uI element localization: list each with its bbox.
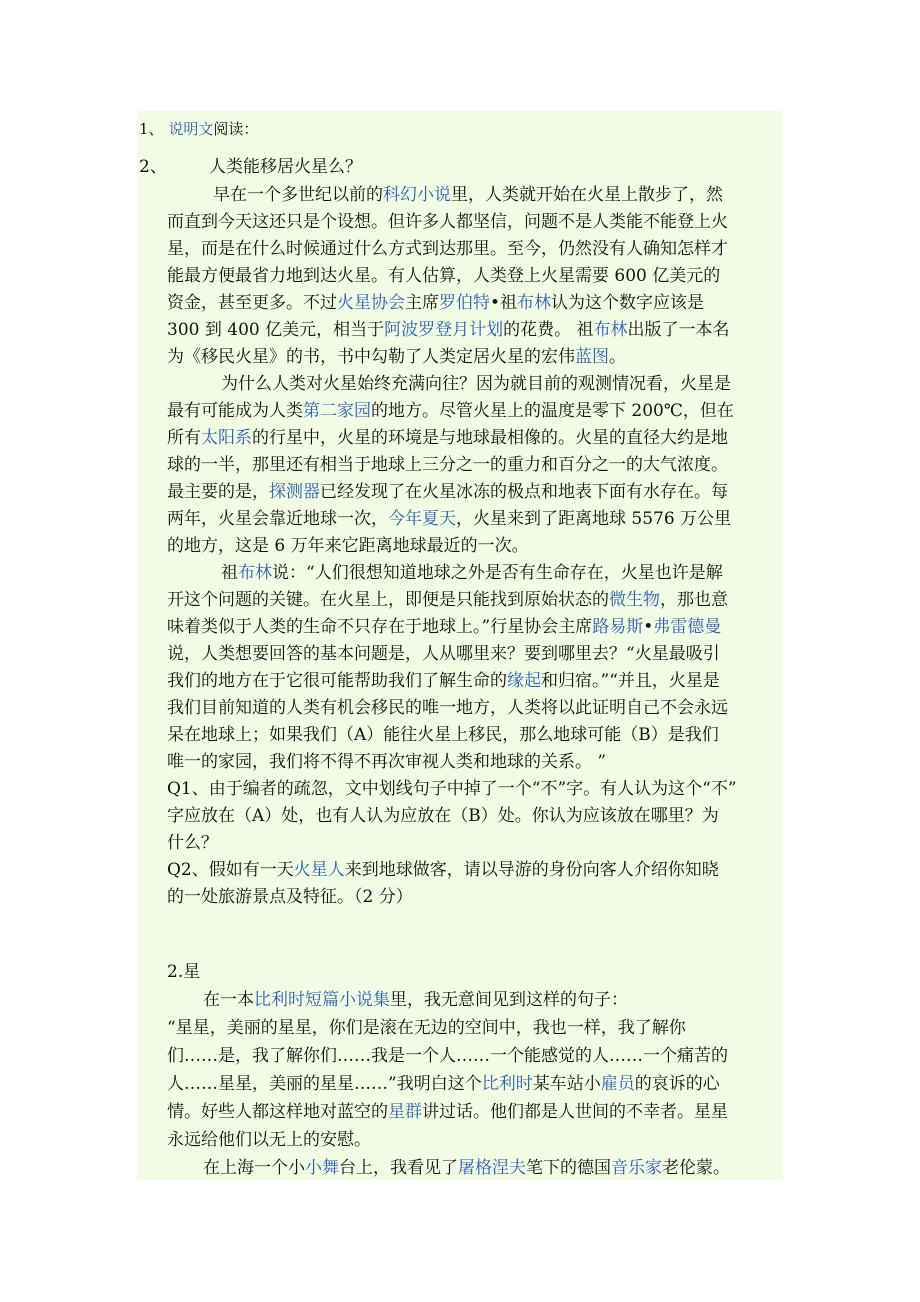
- inline-link[interactable]: 科幻小说: [383, 185, 451, 205]
- text-line: [167, 320, 730, 340]
- inline-link[interactable]: 雇员: [600, 1074, 635, 1094]
- text-segment: 为什么人类对火星始终充满向往？因为就目前的观测情况看，火星是: [221, 374, 731, 394]
- text-segment: 为《移民火星》的书，书中勾勒了人类定居火星的宏伟: [167, 347, 575, 367]
- text-line: [167, 617, 721, 637]
- text-line: [167, 239, 728, 259]
- text-segment: 唯一的家园，我们将不得不再次审视人类和地球的关系。 ”: [167, 752, 607, 772]
- text-segment: 而直到今天这还只是个设想。但许多人都坚信，问题不是人类能不能登上火: [167, 212, 728, 232]
- text-segment: 300 到 400 亿美元，相当于: [167, 320, 385, 340]
- text-segment: 祖: [221, 563, 238, 583]
- text-segment: 里，人类就开始在火星上散步了，然: [451, 185, 723, 205]
- text-segment: 某车站小: [532, 1074, 601, 1094]
- text-segment: 里，我无意间见到这样的句子：: [390, 990, 628, 1010]
- text-line: [167, 482, 728, 502]
- text-segment: 的哀诉的心: [634, 1074, 720, 1094]
- text-segment: 的一处旅游景点及特征。（2 分）: [167, 887, 413, 907]
- article1-number: [139, 157, 167, 177]
- inline-link[interactable]: 弗雷德曼: [653, 617, 722, 637]
- text-segment: 说：“人们很想知道地球之外是否有生命存在，火星也许是解: [272, 563, 723, 583]
- text-segment: “星星，美丽的星星，你们是滚在无边的空间中，我也一样，我了解你: [167, 1018, 686, 1038]
- text-line: [167, 644, 720, 664]
- heading-number: 1、: [139, 120, 164, 138]
- inline-link[interactable]: 罗伯特: [439, 293, 490, 313]
- text-line: [167, 887, 413, 907]
- article2-title: [167, 962, 200, 982]
- text-line: [167, 536, 529, 556]
- text-segment: 所有: [167, 428, 201, 448]
- text-segment: 星，而是在什么时候通过什么方式到达那里。至今，仍然没有人确知怎样才: [167, 239, 728, 259]
- text-segment: 讲过话。他们都是人世间的不幸者。星星: [422, 1102, 728, 1122]
- text-segment: ，那也意: [660, 590, 728, 610]
- text-segment: 我们目前知道的人类有机会移民的唯一地方，人类将以此证明自己不会永远: [167, 698, 728, 718]
- text-segment: 台上，我看见了: [339, 1158, 458, 1178]
- article1-number-text: 2、: [139, 157, 167, 177]
- article2-title-text: 2.星: [167, 962, 201, 982]
- text-line: [221, 563, 723, 583]
- inline-link[interactable]: 比利时: [481, 1074, 533, 1094]
- text-segment: 人……星星，美丽的星星……”我明白这个: [167, 1074, 482, 1094]
- text-segment: 在上海一个小: [203, 1158, 305, 1178]
- text-segment: 来到地球做客，请以导游的身份向客人介绍你知晓: [344, 860, 719, 880]
- text-line: [167, 509, 731, 529]
- text-segment: 和归宿。”“并且，火星是: [541, 671, 720, 691]
- inline-link[interactable]: 布林: [593, 320, 628, 340]
- text-line: [167, 428, 728, 448]
- text-segment: 已经发现了在火星冰冻的极点和地表下面有水存在。每: [320, 482, 728, 502]
- text-line: [167, 590, 728, 610]
- text-segment: 老伦蒙。: [662, 1158, 730, 1178]
- inline-link[interactable]: 路易斯: [592, 617, 644, 637]
- text-segment: 球的一半，那里还有相当于地球上三分之一的重力和百分之一的大气浓度。: [167, 455, 728, 475]
- text-line: [167, 1074, 720, 1094]
- inline-link[interactable]: 阿波罗登月计划: [384, 320, 504, 340]
- text-segment: 主席: [405, 293, 439, 313]
- text-segment: 最有可能成为人类: [167, 401, 303, 421]
- inline-link[interactable]: 探测器: [269, 482, 320, 502]
- text-segment: 笔下的德国: [526, 1158, 611, 1178]
- article1-title: [209, 157, 362, 177]
- text-segment: 们……是，我了解你们……我是一个人……一个能感觉的人……一个痛苦的: [167, 1046, 728, 1066]
- text-segment: 字应放在（A）处，也有人认为应放在（B）处。你认为应该放在哪里？为: [167, 806, 719, 826]
- text-segment: 出版了一本名: [627, 320, 730, 340]
- text-segment: 永远给他们以无上的安慰。: [167, 1130, 371, 1150]
- inline-link[interactable]: 布林: [238, 563, 272, 583]
- text-segment: 的行星中，火星的环境是与地球最相像的。火星的直径大约是地: [252, 428, 728, 448]
- text-line: [167, 752, 606, 772]
- text-segment: Q1、由于编者的疏忽，文中划线句子中掉了一个“不”字。有人认为这个“不”: [167, 779, 737, 799]
- inline-link[interactable]: 小舞: [305, 1158, 339, 1178]
- text-segment: 呆在地球上；如果我们（A）能往火星上移民，那么地球可能（B）是我们: [167, 725, 719, 745]
- inline-link[interactable]: 火星人: [293, 860, 345, 880]
- text-line: [203, 1158, 730, 1178]
- text-line: [167, 212, 728, 232]
- text-segment: 在一本: [203, 990, 254, 1010]
- text-line: [221, 374, 731, 394]
- text-segment: 的地方。尽管火星上的温度是零下 200℃，但在: [371, 401, 734, 421]
- inline-link[interactable]: 火星协会: [337, 293, 405, 313]
- document-panel: [137, 111, 783, 1180]
- text-line: [167, 401, 734, 421]
- text-segment: 资金，甚至更多。不过: [167, 293, 337, 313]
- text-segment: 的地方，这是 6 万年来它距离地球最近的一次。: [167, 536, 529, 556]
- inline-link[interactable]: 星群: [388, 1102, 422, 1122]
- text-line: [167, 860, 719, 880]
- text-line: [167, 293, 704, 313]
- text-line: [167, 725, 719, 745]
- text-segment: 开这个问题的关键。在火星上，即便是只能找到原始状态的: [167, 590, 609, 610]
- text-line: [167, 1130, 371, 1150]
- text-segment: •: [643, 617, 654, 637]
- text-segment: 味着类似于人类的生命不只存在于地球上。”行星协会主席: [167, 617, 593, 637]
- inline-link[interactable]: 蓝图: [575, 347, 609, 367]
- heading-suffix: 阅读：: [213, 120, 259, 138]
- text-segment: 说，人类想要回答的基本问题是，人从哪里来？要到哪里去？“火星最吸引: [167, 644, 720, 664]
- text-segment: 情。好些人都这样地对蓝空的: [167, 1102, 388, 1122]
- text-segment: 的花费。 祖: [503, 320, 594, 340]
- heading-link[interactable]: 说明文: [168, 120, 214, 138]
- text-segment: 能最方便最省力地到达火星。有人估算，人类登上火星需要 600 亿美元的: [167, 266, 721, 286]
- text-line: [167, 698, 728, 718]
- text-segment: •祖: [490, 293, 518, 313]
- heading-line: [139, 119, 258, 139]
- inline-link[interactable]: 音乐家: [611, 1158, 662, 1178]
- text-segment: ，火星来到了距离地球 5576 万公里: [456, 509, 732, 529]
- inline-link[interactable]: 微生物: [609, 590, 660, 610]
- text-segment: Q2、假如有一天: [167, 860, 294, 880]
- text-segment: 我们的地方在于它很可能帮助我们了解生命的: [167, 671, 507, 691]
- inline-link[interactable]: 布林: [517, 293, 552, 313]
- inline-link[interactable]: 第二家园: [303, 401, 371, 421]
- inline-link[interactable]: 比利时短篇小说集: [254, 990, 390, 1010]
- text-line: [167, 455, 728, 475]
- text-segment: 最主要的是，: [167, 482, 269, 502]
- inline-link[interactable]: 屠格涅夫: [458, 1158, 526, 1178]
- inline-link[interactable]: 太阳系: [201, 428, 252, 448]
- text-line: [213, 185, 723, 205]
- text-segment: 。: [609, 347, 626, 367]
- text-segment: 什么？: [167, 833, 218, 853]
- text-line: [167, 779, 737, 799]
- text-line: [167, 671, 720, 691]
- text-segment: 早在一个多世纪以前的: [213, 185, 383, 205]
- text-line: [167, 1102, 728, 1122]
- text-line: [167, 833, 218, 853]
- text-line: [167, 1018, 686, 1038]
- inline-link[interactable]: 缘起: [507, 671, 541, 691]
- text-segment: 认为这个数字应该是: [551, 293, 705, 313]
- text-line: [167, 806, 719, 826]
- inline-link[interactable]: 今年夏天: [388, 509, 456, 529]
- text-segment: 两年，火星会靠近地球一次，: [167, 509, 388, 529]
- text-line: [167, 266, 720, 286]
- article1-title-text: 人类能移居火星么？: [209, 157, 362, 177]
- text-line: [167, 347, 626, 367]
- text-line: [167, 1046, 728, 1066]
- text-line: [203, 990, 628, 1010]
